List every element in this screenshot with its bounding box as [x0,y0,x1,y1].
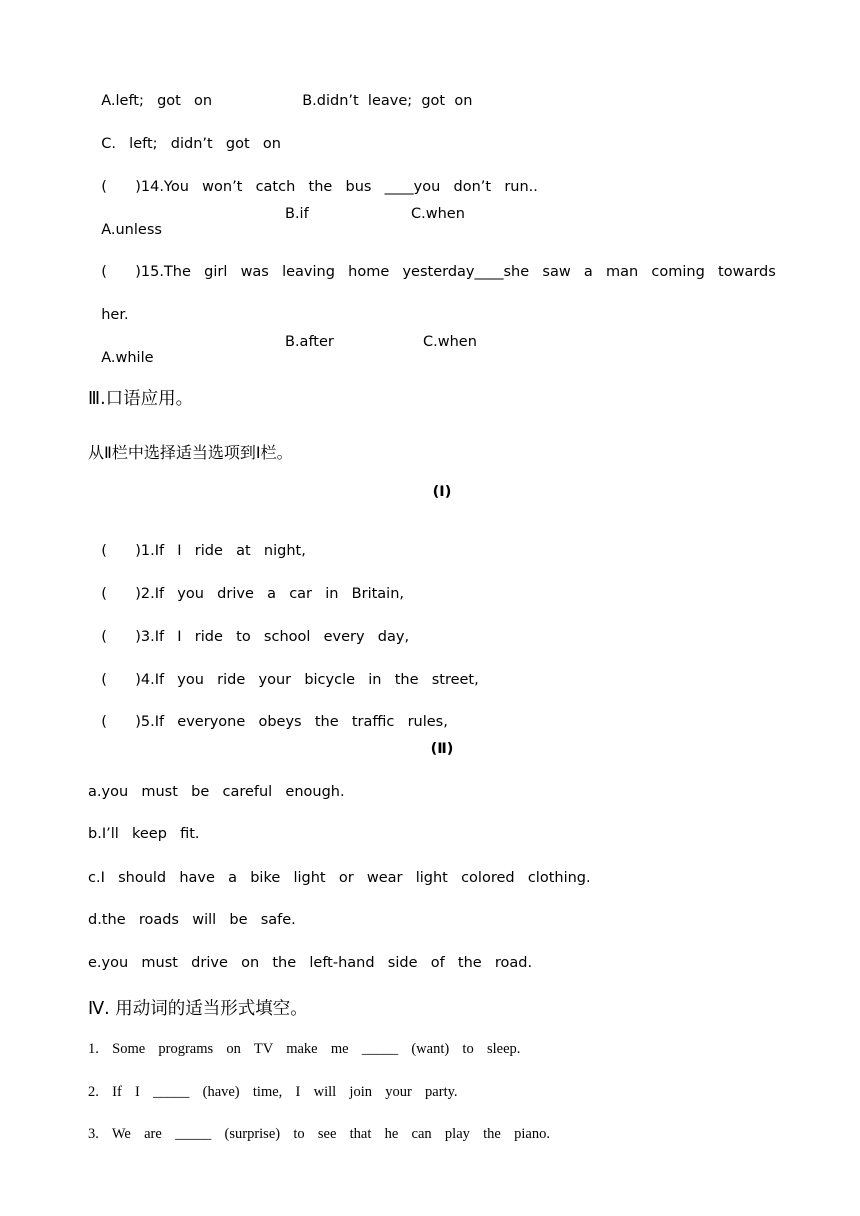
column-2-item: e.you must drive on the left-hand side of the road. [88,955,533,971]
column-1-item-text: )1.If I ride at night, [135,543,306,559]
fill-blank-item: 2. If I _____ (have) time, I will join your party. [88,1084,458,1100]
column-1-item-text: )4.If you ride your bicycle in the street, [135,672,479,688]
question-15-option-c [423,334,477,350]
answer-paren: ( [101,586,107,602]
option-a [88,77,212,109]
question-14-option-b [285,206,309,222]
option-b [293,77,472,109]
column-1-item [88,613,409,645]
column-2-header: (Ⅱ) [430,741,454,757]
option-c-text: C. left; didn’t got on [101,136,281,152]
option-text: B.after [285,334,334,350]
question-14-stem: )14.You won’t catch the bus ____you don’t run.. [135,179,538,195]
column-1-header: (Ⅰ) [432,484,452,500]
fill-blank-item: 3. We are _____ (surprise) to see that he can play the piano. [88,1126,550,1142]
column-2-item: d.the roads will be safe. [88,912,296,928]
section-4-title: Ⅳ. 用动词的适当形式填空。 [88,999,308,1019]
answer-paren: ( [101,714,107,730]
column-1-item [88,656,479,688]
option-text: B.if [285,206,309,222]
answer-paren: ( [101,264,107,280]
question-15-option-b [285,334,334,350]
column-1-item-text: )5.If everyone obeys the traffic rules, [135,714,448,730]
column-1-item [88,527,306,559]
question-14-option-c [411,206,465,222]
answer-paren: ( [101,629,107,645]
answer-paren: ( [101,672,107,688]
question-15-option-a [88,334,154,366]
column-1-item [88,570,404,602]
column-2-item: a.you must be careful enough. [88,784,345,800]
section-3-title: Ⅲ.口语应用。 [88,389,194,409]
column-1-item-text: )3.If I ride to school every day, [135,629,410,645]
option-c [88,120,281,152]
option-text: C.when [423,334,477,350]
option-a-text: A.left; got on [101,93,213,109]
question-15-stem: )15.The girl was leaving home yesterday____she saw a man coming towards [135,264,776,280]
question-15-continued [88,291,129,323]
question-14 [88,163,538,195]
column-1-item-text: )2.If you drive a car in Britain, [135,586,404,602]
question-14-option-a [88,206,162,238]
question-15-stem-2: her. [101,307,129,323]
option-text: A.while [101,350,154,366]
section-3-instruction: 从Ⅱ栏中选择适当选项到Ⅰ栏。 [88,443,293,462]
answer-paren: ( [101,543,107,559]
fill-blank-item: 1. Some programs on TV make me _____ (want) to sleep. [88,1041,521,1057]
column-1-item [88,698,448,730]
question-15 [88,248,776,280]
option-b-text: B.didn’t leave; got on [302,93,473,109]
column-2-item: c.I should have a bike light or wear light colored clothing. [88,870,591,886]
column-2-item: b.I’ll keep fit. [88,826,200,842]
option-text: C.when [411,206,465,222]
answer-paren: ( [101,179,107,195]
option-text: A.unless [101,222,162,238]
